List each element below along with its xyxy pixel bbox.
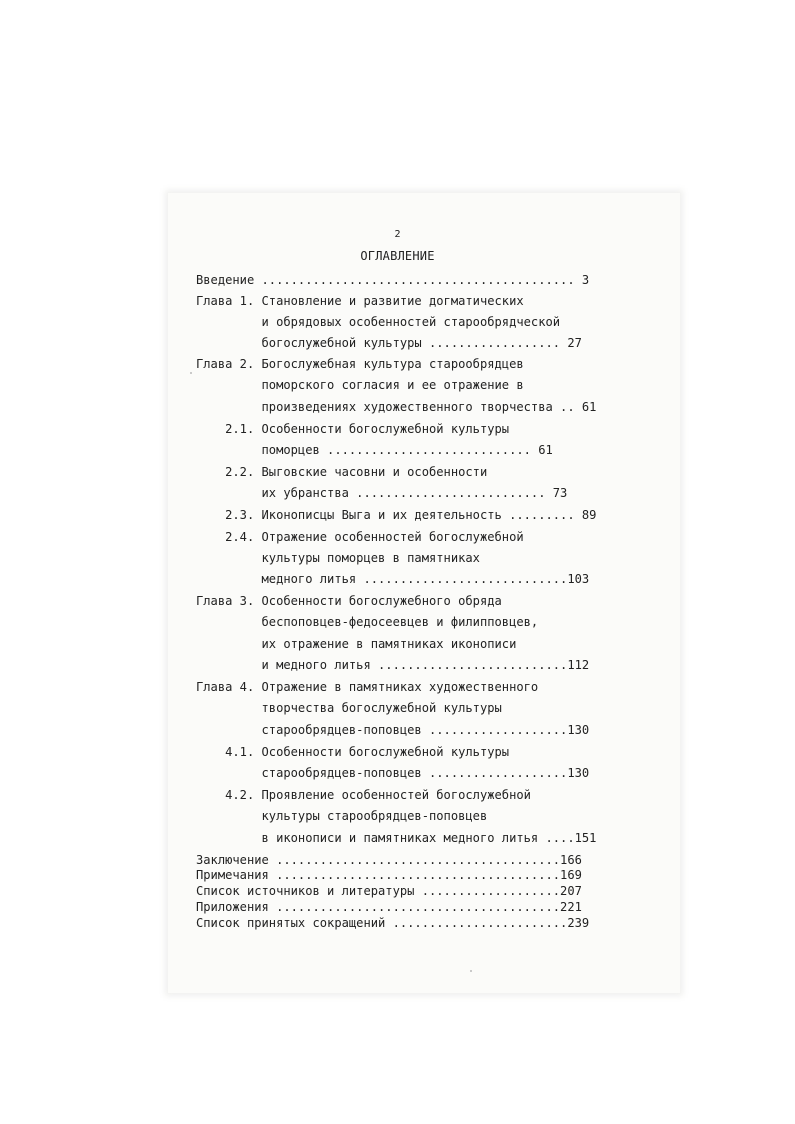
scan-speck [470,970,472,972]
toc-line-appendices: Приложения .......................................221 [196,900,582,914]
toc-line-chapter-1-end: богослужебной культуры .................. 27 [196,336,582,350]
toc-line-chapter-3-cont: беспоповцев-федосеевцев и филипповцев, [196,615,539,629]
toc-line-chapter-4: Глава 4. Отражение в памятниках художественного [196,680,539,694]
toc-line-abbreviations: Список принятых сокращений ........................239 [196,916,590,930]
toc-line-section-4-1-end: старообрядцев-поповцев ...................130 [196,766,590,780]
toc-line-chapter-3-end: и медного литья ..........................112 [196,658,590,672]
toc-line-chapter-3-cont-2: их отражение в памятниках иконописи [196,637,517,651]
toc-line-chapter-1: Глава 1. Становление и развитие догматических [196,294,524,308]
toc-line-section-2-2-end: их убранства .......................... 73 [196,486,568,500]
toc-line-sources: Список источников и литературы ...................207 [196,884,582,898]
toc-line-section-4-1: 4.1. Особенности богослужебной культуры [196,745,510,759]
toc-line-section-2-3: 2.3. Иконописцы Выга и их деятельность ......... 89 [196,508,597,522]
toc-line-section-2-1-end: поморцев ............................ 61 [196,443,553,457]
toc-line-chapter-3: Глава 3. Особенности богослужебного обряда [196,594,502,608]
toc-line-section-2-4: 2.4. Отражение особенностей богослужебной [196,530,524,544]
scan-speck [190,372,192,374]
toc-line-chapter-1-cont: и обрядовых особенностей старообрядческой [196,315,561,329]
toc-line-introduction: Введение ........................................... 3 [196,273,590,287]
toc-line-section-4-2-end: в иконописи и памятниках медного литья ....151 [196,831,597,845]
toc-line-chapter-4-end: старообрядцев-поповцев ...................130 [196,723,590,737]
toc-line-chapter-2-cont: поморского согласия и ее отражение в [196,378,524,392]
toc-line-chapter-4-cont: творчества богослужебной культуры [196,701,502,715]
toc-title: ОГЛАВЛЕНИЕ [360,249,435,263]
toc-line-conclusion: Заключение .......................................166 [196,853,582,867]
toc-line-section-2-1: 2.1. Особенности богослужебной культуры [196,422,510,436]
toc-line-chapter-2: Глава 2. Богослужебная культура старообрядцев [196,357,524,371]
toc-line-section-4-2-cont: культуры старообрядцев-поповцев [196,809,488,823]
toc-line-section-4-2: 4.2. Проявление особенностей богослужебной [196,788,531,802]
toc-line-section-2-4-cont: культуры поморцев в памятниках [196,551,480,565]
page-number: 2 [394,229,401,240]
toc-line-section-2-4-end: медного литья ............................103 [196,572,590,586]
toc-line-notes: Примечания .......................................169 [196,868,582,882]
toc-line-chapter-2-end: произведениях художественного творчества .. 61 [196,400,597,414]
toc-line-section-2-2: 2.2. Выговские часовни и особенности [196,465,488,479]
